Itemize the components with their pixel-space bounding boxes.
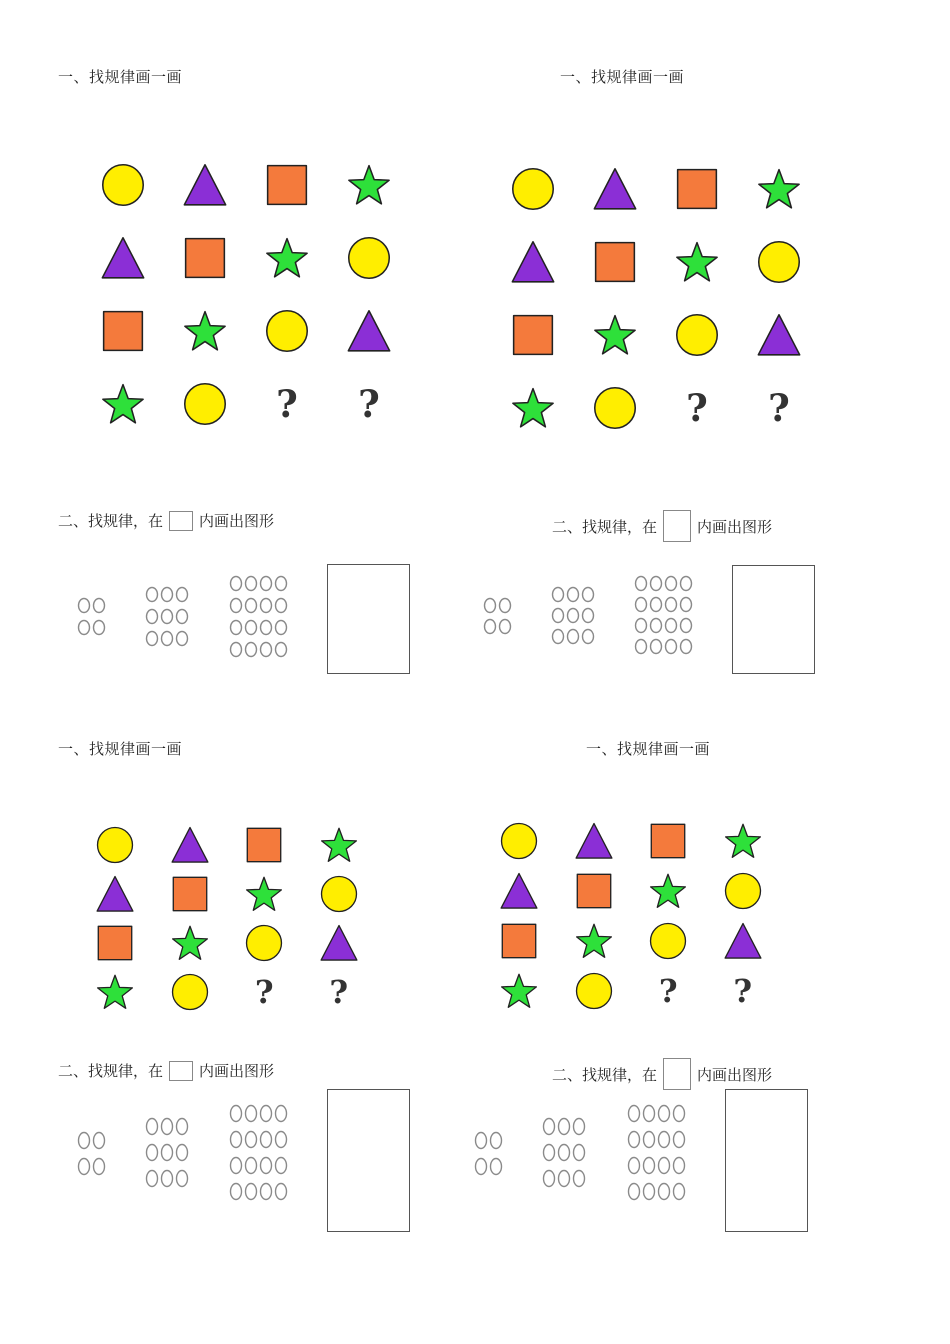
small-oval [261, 1106, 272, 1122]
green-star-icon [183, 309, 227, 353]
oval-cluster [541, 1116, 587, 1189]
pattern-cell-circle [153, 967, 228, 1016]
small-oval [629, 1184, 640, 1200]
pattern-cell-square [246, 148, 328, 221]
orange-square-icon [183, 236, 227, 280]
small-oval [261, 1158, 272, 1174]
pattern-cell-triangle [557, 816, 632, 866]
green-star-icon [511, 386, 555, 430]
small-oval [681, 598, 692, 612]
pattern-cell-circle [656, 298, 738, 371]
small-oval [94, 621, 105, 635]
green-star-icon [347, 163, 391, 207]
small-oval [231, 643, 242, 657]
pattern-cell-circle [328, 221, 410, 294]
section4-part2-title-before: 二、找规律，在 [552, 1065, 658, 1084]
purple-triangle-icon [500, 872, 538, 910]
small-oval [276, 1106, 287, 1122]
yellow-circle-icon [101, 163, 145, 207]
small-oval [261, 599, 272, 613]
small-oval [583, 609, 594, 623]
pattern-cell-triangle [302, 918, 377, 967]
section3-pattern-grid [78, 820, 376, 1016]
pattern-cell-triangle [492, 225, 574, 298]
small-oval [177, 1171, 188, 1187]
section1-oval-group-3x3 [144, 585, 190, 652]
small-oval [246, 599, 257, 613]
orange-square-icon [101, 309, 145, 353]
pattern-cell-circle [557, 966, 632, 1016]
yellow-circle-icon [171, 973, 209, 1011]
pattern-cell-triangle [706, 916, 781, 966]
orange-square-icon [265, 163, 309, 207]
small-oval [659, 1106, 670, 1122]
small-oval [162, 1119, 173, 1135]
small-oval [636, 577, 647, 591]
pattern-cell-circle [82, 148, 164, 221]
pattern-cell-triangle [482, 866, 557, 916]
section3-oval-group-2x2 [76, 1130, 107, 1181]
purple-triangle-icon [347, 309, 391, 353]
yellow-circle-icon [96, 826, 134, 864]
purple-triangle-icon [593, 167, 637, 211]
small-oval [261, 1132, 272, 1148]
section3-inline-box [169, 1061, 193, 1081]
question-mark: ? [658, 972, 678, 1010]
section2-part2-title-after: 内画出图形 [697, 517, 773, 536]
yellow-circle-icon [724, 872, 762, 910]
pattern-cell-circle [482, 816, 557, 866]
section2-oval-group-3x3 [550, 585, 596, 650]
oval-cluster [482, 596, 513, 636]
small-oval [629, 1106, 640, 1122]
purple-triangle-icon [183, 163, 227, 207]
small-oval [476, 1133, 487, 1149]
oval-cluster [76, 596, 107, 637]
section1-part1-title: 一、找规律画一画 [58, 68, 183, 86]
small-oval [544, 1171, 555, 1187]
purple-triangle-icon [511, 240, 555, 284]
small-oval [681, 640, 692, 654]
small-oval [79, 1133, 90, 1149]
green-star-icon [575, 922, 613, 960]
small-oval [629, 1132, 640, 1148]
section2-oval-group-2x2 [482, 596, 513, 640]
orange-square-icon [96, 924, 134, 962]
pattern-cell-circle [246, 294, 328, 367]
pattern-cell-square [153, 869, 228, 918]
small-oval [666, 619, 677, 633]
pattern-cell-circle [574, 371, 656, 444]
purple-triangle-icon [101, 236, 145, 280]
section4-inline-box [663, 1058, 691, 1090]
pattern-cell-square [631, 816, 706, 866]
small-oval [147, 1119, 158, 1135]
pattern-cell-circle [631, 916, 706, 966]
purple-triangle-icon [724, 922, 762, 960]
question-mark: ? [686, 385, 708, 430]
small-oval [553, 588, 564, 602]
section3-part2-title [58, 1060, 274, 1081]
pattern-cell-square [656, 152, 738, 225]
orange-square-icon [649, 822, 687, 860]
pattern-cell-star [738, 152, 820, 225]
pattern-cell-star [482, 966, 557, 1016]
question-mark-cell[interactable] [302, 967, 377, 1016]
section1-pattern-grid [82, 148, 410, 440]
pattern-cell-triangle [738, 298, 820, 371]
purple-triangle-icon [171, 826, 209, 864]
yellow-circle-icon [593, 386, 637, 430]
pattern-cell-triangle [153, 820, 228, 869]
question-mark: ? [733, 972, 753, 1010]
small-oval [485, 620, 496, 634]
section4-oval-group-4x4 [626, 1103, 687, 1206]
question-mark: ? [276, 381, 298, 426]
green-star-icon [96, 973, 134, 1011]
pattern-cell-square [492, 298, 574, 371]
small-oval [636, 619, 647, 633]
pattern-cell-star [246, 221, 328, 294]
green-star-icon [675, 240, 719, 284]
pattern-cell-square [78, 918, 153, 967]
section2-part2-title [552, 510, 772, 542]
small-oval [476, 1159, 487, 1175]
small-oval [651, 577, 662, 591]
small-oval [644, 1106, 655, 1122]
oval-cluster [228, 1103, 289, 1202]
pattern-cell-square [482, 916, 557, 966]
pattern-cell-square [557, 866, 632, 916]
purple-triangle-icon [96, 875, 134, 913]
small-oval [666, 577, 677, 591]
small-oval [568, 630, 579, 644]
section3-part2-title-after: 内画出图形 [199, 1062, 275, 1080]
small-oval [276, 1132, 287, 1148]
question-mark: ? [254, 972, 274, 1011]
small-oval [276, 1158, 287, 1174]
small-oval [246, 1132, 257, 1148]
green-star-icon [500, 972, 538, 1010]
green-star-icon [593, 313, 637, 357]
small-oval [666, 598, 677, 612]
purple-triangle-icon [320, 924, 358, 962]
small-oval [674, 1158, 685, 1174]
small-oval [568, 609, 579, 623]
pattern-cell-circle [227, 918, 302, 967]
orange-square-icon [511, 313, 555, 357]
oval-cluster [228, 574, 289, 659]
small-oval [147, 610, 158, 624]
small-oval [574, 1119, 585, 1135]
small-oval [246, 1158, 257, 1174]
pattern-cell-star [78, 967, 153, 1016]
small-oval [544, 1145, 555, 1161]
small-oval [261, 1184, 272, 1200]
small-oval [659, 1158, 670, 1174]
small-oval [674, 1184, 685, 1200]
oval-cluster [473, 1130, 504, 1177]
small-oval [574, 1145, 585, 1161]
green-star-icon [245, 875, 283, 913]
small-oval [231, 577, 242, 591]
pattern-cell-star [656, 225, 738, 298]
question-mark: ? [358, 381, 380, 426]
pattern-cell-square [164, 221, 246, 294]
green-star-icon [101, 382, 145, 426]
small-oval [79, 1159, 90, 1175]
small-oval [636, 640, 647, 654]
small-oval [559, 1119, 570, 1135]
section3-part2-title-before: 二、找规律，在 [58, 1062, 164, 1080]
section4-part1-title: 一、找规律画一画 [586, 740, 711, 758]
small-oval [162, 610, 173, 624]
green-star-icon [724, 822, 762, 860]
small-oval [651, 598, 662, 612]
section4-part2-title-after: 内画出图形 [697, 1065, 773, 1084]
small-oval [629, 1158, 640, 1174]
small-oval [276, 577, 287, 591]
section4-oval-group-3x3 [541, 1116, 587, 1193]
oval-cluster [144, 585, 190, 648]
small-oval [276, 621, 287, 635]
small-oval [674, 1106, 685, 1122]
small-oval [246, 577, 257, 591]
pattern-cell-circle [492, 152, 574, 225]
green-star-icon [171, 924, 209, 962]
pattern-cell-star [164, 294, 246, 367]
section2-answer-box[interactable] [732, 565, 815, 674]
small-oval [674, 1132, 685, 1148]
section2-part1-title: 一、找规律画一画 [560, 68, 685, 86]
small-oval [553, 609, 564, 623]
small-oval [162, 1171, 173, 1187]
question-mark-cell[interactable] [227, 967, 302, 1016]
orange-square-icon [171, 875, 209, 913]
question-mark-cell[interactable] [328, 367, 410, 440]
small-oval [276, 1184, 287, 1200]
pattern-cell-star [492, 371, 574, 444]
yellow-circle-icon [265, 309, 309, 353]
section3-oval-group-3x3 [144, 1116, 190, 1193]
section1-oval-group-2x2 [76, 596, 107, 641]
section3-part1-title: 一、找规律画一画 [58, 740, 183, 758]
small-oval [261, 621, 272, 635]
section2-part2-title-before: 二、找规律，在 [552, 517, 658, 536]
pattern-cell-star [302, 820, 377, 869]
section1-part2-title [58, 510, 274, 531]
orange-square-icon [245, 826, 283, 864]
pattern-cell-circle [302, 869, 377, 918]
section3-oval-group-4x4 [228, 1103, 289, 1206]
yellow-circle-icon [183, 382, 227, 426]
small-oval [568, 588, 579, 602]
small-oval [177, 1119, 188, 1135]
small-oval [261, 577, 272, 591]
pattern-cell-triangle [82, 221, 164, 294]
purple-triangle-icon [757, 313, 801, 357]
small-oval [231, 1158, 242, 1174]
section1-part2-title-after: 内画出图形 [199, 512, 275, 530]
pattern-cell-triangle [78, 869, 153, 918]
pattern-cell-circle [706, 866, 781, 916]
small-oval [666, 640, 677, 654]
purple-triangle-icon [575, 822, 613, 860]
small-oval [231, 599, 242, 613]
pattern-cell-triangle [328, 294, 410, 367]
small-oval [544, 1119, 555, 1135]
small-oval [651, 619, 662, 633]
small-oval [574, 1171, 585, 1187]
section2-inline-box [663, 510, 691, 542]
green-star-icon [757, 167, 801, 211]
pattern-cell-star [82, 367, 164, 440]
pattern-cell-star [227, 869, 302, 918]
section1-answer-box[interactable] [327, 564, 410, 674]
question-mark-cell[interactable] [246, 367, 328, 440]
section3-answer-box[interactable] [327, 1089, 410, 1232]
oval-cluster [76, 1130, 107, 1177]
small-oval [261, 643, 272, 657]
small-oval [246, 621, 257, 635]
small-oval [231, 621, 242, 635]
small-oval [177, 610, 188, 624]
small-oval [177, 588, 188, 602]
green-star-icon [649, 872, 687, 910]
small-oval [659, 1132, 670, 1148]
orange-square-icon [575, 872, 613, 910]
pattern-cell-star [631, 866, 706, 916]
small-oval [79, 621, 90, 635]
small-oval [94, 599, 105, 613]
small-oval [500, 599, 511, 613]
small-oval [231, 1184, 242, 1200]
small-oval [162, 632, 173, 646]
small-oval [162, 1145, 173, 1161]
small-oval [79, 599, 90, 613]
section1-oval-group-4x4 [228, 574, 289, 663]
section4-answer-box[interactable] [725, 1089, 808, 1232]
green-star-icon [265, 236, 309, 280]
small-oval [177, 632, 188, 646]
pattern-cell-square [574, 225, 656, 298]
small-oval [147, 632, 158, 646]
small-oval [231, 1106, 242, 1122]
oval-cluster [550, 585, 596, 646]
orange-square-icon [500, 922, 538, 960]
small-oval [681, 577, 692, 591]
small-oval [659, 1184, 670, 1200]
section2-pattern-grid [492, 152, 820, 444]
yellow-circle-icon [320, 875, 358, 913]
question-mark-cell[interactable] [656, 371, 738, 444]
pattern-cell-star [153, 918, 228, 967]
yellow-circle-icon [245, 924, 283, 962]
question-mark-cell[interactable] [738, 371, 820, 444]
pattern-cell-star [706, 816, 781, 866]
oval-cluster [633, 574, 694, 656]
orange-square-icon [675, 167, 719, 211]
pattern-cell-star [328, 148, 410, 221]
yellow-circle-icon [347, 236, 391, 280]
question-mark: ? [768, 385, 790, 430]
small-oval [681, 619, 692, 633]
small-oval [644, 1132, 655, 1148]
small-oval [651, 640, 662, 654]
pattern-cell-star [574, 298, 656, 371]
small-oval [276, 643, 287, 657]
small-oval [636, 598, 647, 612]
orange-square-icon [593, 240, 637, 284]
small-oval [491, 1159, 502, 1175]
pattern-cell-circle [738, 225, 820, 298]
yellow-circle-icon [511, 167, 555, 211]
small-oval [231, 1132, 242, 1148]
section4-pattern-grid [482, 816, 780, 1016]
small-oval [162, 588, 173, 602]
section4-oval-group-2x2 [473, 1130, 504, 1181]
yellow-circle-icon [649, 922, 687, 960]
pattern-cell-square [227, 820, 302, 869]
small-oval [559, 1171, 570, 1187]
pattern-cell-triangle [164, 148, 246, 221]
small-oval [94, 1159, 105, 1175]
pattern-cell-triangle [574, 152, 656, 225]
pattern-cell-circle [164, 367, 246, 440]
oval-cluster [144, 1116, 190, 1189]
small-oval [177, 1145, 188, 1161]
section2-oval-group-4x4 [633, 574, 694, 660]
small-oval [147, 1171, 158, 1187]
small-oval [491, 1133, 502, 1149]
small-oval [147, 1145, 158, 1161]
small-oval [644, 1184, 655, 1200]
small-oval [94, 1133, 105, 1149]
yellow-circle-icon [500, 822, 538, 860]
question-mark: ? [329, 972, 349, 1011]
yellow-circle-icon [575, 972, 613, 1010]
small-oval [147, 588, 158, 602]
small-oval [644, 1158, 655, 1174]
yellow-circle-icon [757, 240, 801, 284]
small-oval [553, 630, 564, 644]
pattern-cell-circle [78, 820, 153, 869]
small-oval [276, 599, 287, 613]
yellow-circle-icon [675, 313, 719, 357]
small-oval [246, 1184, 257, 1200]
small-oval [246, 1106, 257, 1122]
small-oval [583, 588, 594, 602]
pattern-cell-star [557, 916, 632, 966]
green-star-icon [320, 826, 358, 864]
question-mark-cell[interactable] [706, 966, 781, 1016]
small-oval [246, 643, 257, 657]
question-mark-cell[interactable] [631, 966, 706, 1016]
section1-part2-title-before: 二、找规律，在 [58, 512, 164, 530]
small-oval [583, 630, 594, 644]
section1-inline-box [169, 511, 193, 531]
section4-part2-title [552, 1058, 772, 1090]
small-oval [500, 620, 511, 634]
pattern-cell-square [82, 294, 164, 367]
small-oval [485, 599, 496, 613]
small-oval [559, 1145, 570, 1161]
oval-cluster [626, 1103, 687, 1202]
